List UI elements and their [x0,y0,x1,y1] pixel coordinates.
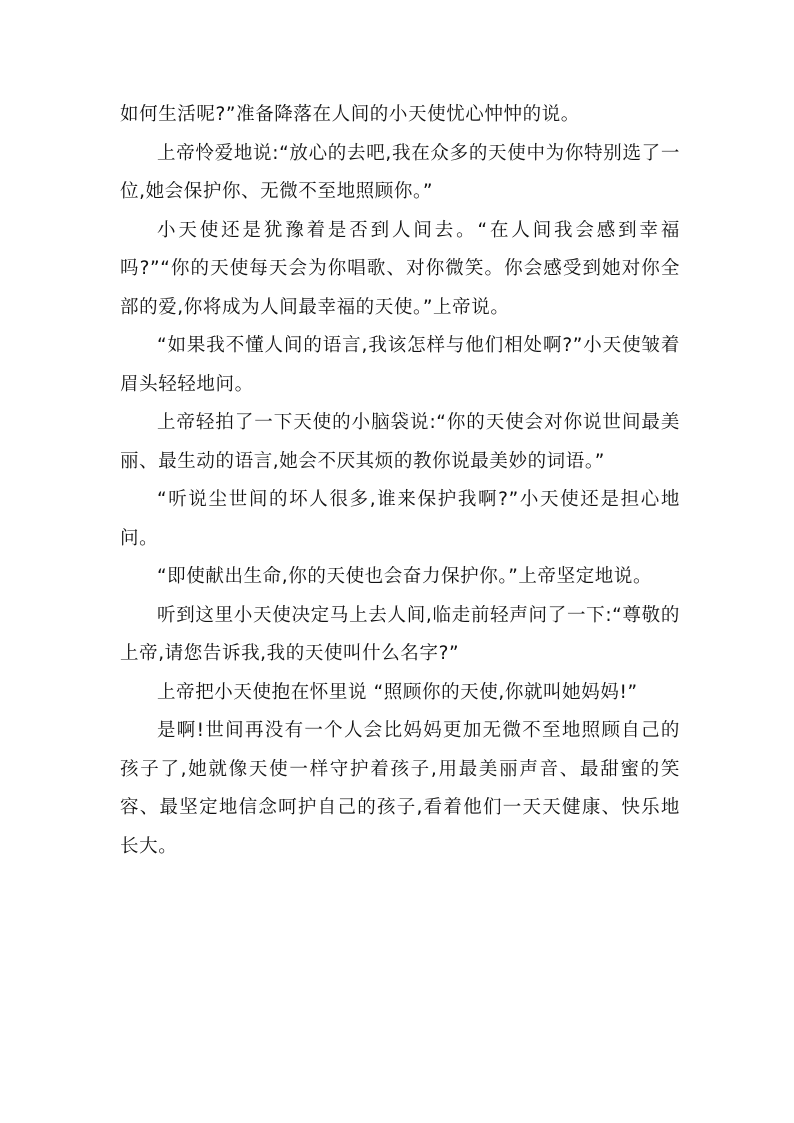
paragraph-9: 上帝把小天使抱在怀里说 “照顾你的天使,你就叫她妈妈!” [157,681,638,703]
paragraph-6: “听说尘世间的坏人很多,谁来保护我啊?”小天使还是担心地问。 [120,489,680,549]
paragraph-7: “即使献出生命,你的天使也会奋力保护你。”上帝坚定地说。 [157,566,653,587]
paragraph-5: 上帝轻拍了一下天使的小脑袋说:“你的天使会对你说世间最美丽、最生动的语言,她会不厌其烦的教你说最美妙的词语。” [120,412,680,472]
paragraph-10: 是啊!世间再没有一个人会比妈妈更加无微不至地照顾自己的孩子了,她就像天使一样守护着孩子,用最美丽声音、最甜蜜的笑容、最坚定地信念呵护自己的孩子,看着他们一天天健康、快乐地长大。 [120,720,680,857]
paragraph-2: 上帝怜爱地说:“放心的去吧,我在众多的天使中为你特别选了一位,她会保护你、无微不至地照顾你。” [120,142,680,202]
paragraph-4: “如果我不懂人间的语言,我该怎样与他们相处啊?”小天使皱着眉头轻轻地问。 [120,335,680,395]
story-text [120,96,680,866]
paragraph-8: 听到这里小天使决定马上去人间,临走前轻声问了一下:“尊敬的上帝,请您告诉我,我的天使叫什么名字?” [120,604,680,664]
paragraph-3: 小天使还是犹豫着是否到人间去。“在人间我会感到幸福吗?”“你的天使每天会为你唱歌、对你微笑。你会感受到她对你全部的爱,你将成为人间最幸福的天使。”上帝说。 [120,219,680,318]
paragraph-1: 如何生活呢?”准备降落在人间的小天使忧心忡忡的说。 [120,104,580,125]
